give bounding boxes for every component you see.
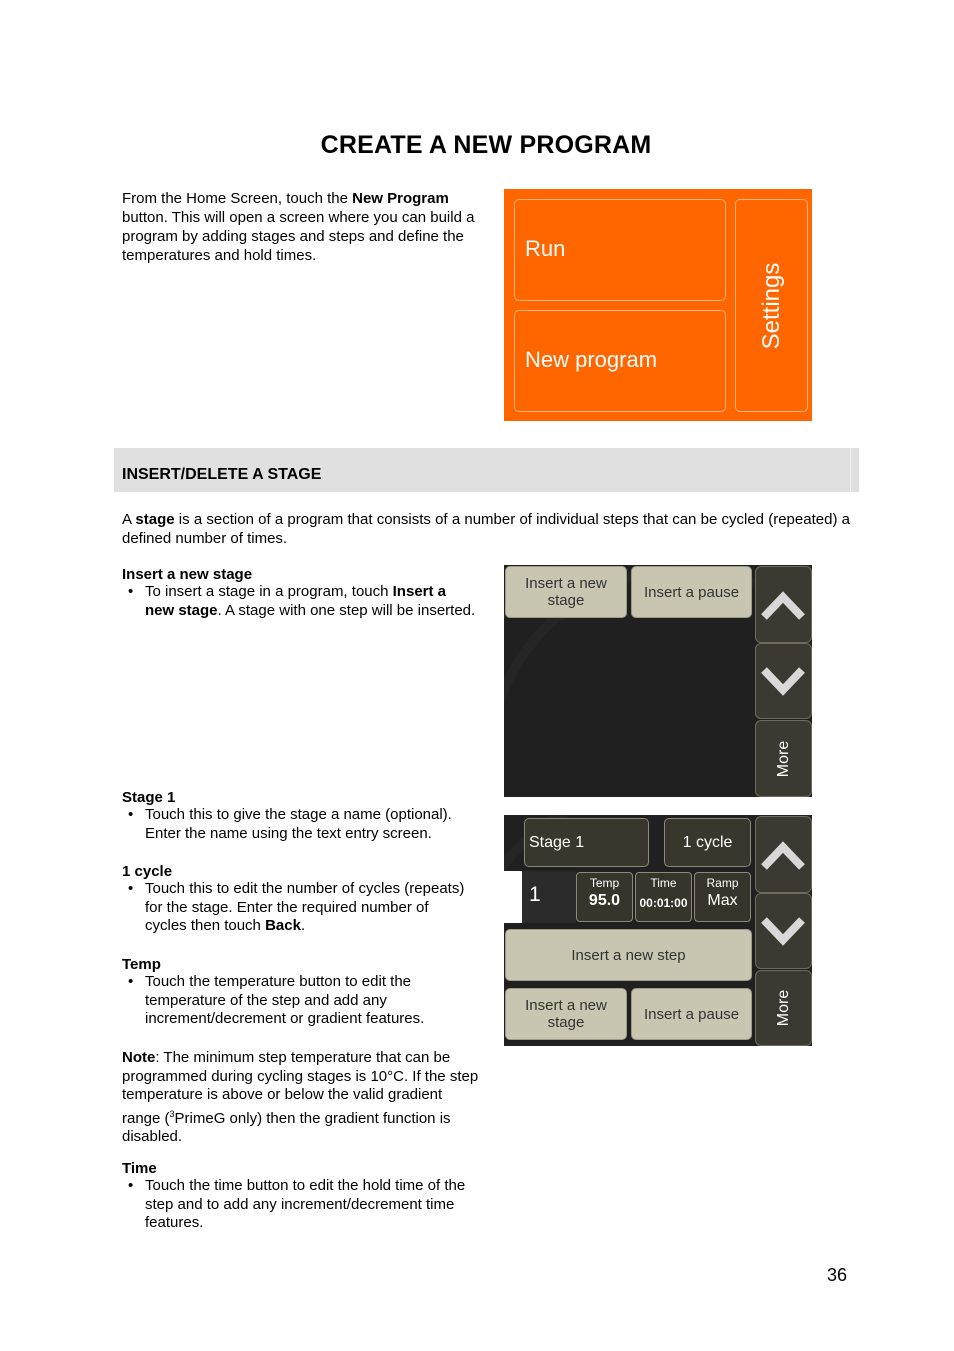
chevron-up-icon (756, 817, 811, 892)
scroll-up-button[interactable] (755, 566, 812, 643)
time-bullet: • Touch the time button to edit the hold time of the step and to add any increment/decrement time features. (122, 1177, 474, 1233)
scroll-down-button[interactable] (755, 893, 812, 969)
cycle-block (122, 863, 467, 936)
note-bold: Note (122, 1049, 156, 1066)
stage-def-a: A (122, 511, 136, 528)
ramp-value: Max (707, 892, 738, 909)
run-label: Run (525, 236, 566, 261)
insert-new-stage-label: Insert a new stage (525, 997, 607, 1031)
run-button[interactable] (514, 199, 726, 301)
note-text: : The minimum step temperature that can be programmed during cycling stages is 10°C. If the step temperature is above or below the valid gradient range ( (122, 1049, 479, 1127)
note-sup: 3 (169, 1108, 175, 1119)
step-row-edge (504, 871, 522, 923)
stage-program-screen (504, 815, 812, 1046)
page-title: CREATE A NEW PROGRAM (320, 131, 652, 159)
more-label: More (774, 740, 792, 777)
section-title: INSERT/DELETE A STAGE (122, 466, 322, 483)
bullet-text: Touch this to edit the number of cycles (repeats) for the stage. Enter the required number of cycles then touch (145, 880, 465, 934)
new-program-label: New program (525, 347, 658, 372)
intro-text-rest: button. This will open a screen where you can build a program by adding stages and steps and define the temperatures and hold times. (122, 209, 475, 264)
stage-def-text: is a section of a program that consists of a number of individual steps that can be cycled (repeated) a defined number of times. (122, 511, 850, 547)
chevron-up-icon (756, 567, 811, 642)
intro-bold: New Program (352, 190, 449, 207)
temp-value: 95.0 (588, 892, 621, 909)
time-block (122, 1160, 474, 1233)
bullet-bold: Insert a new stage (145, 583, 446, 619)
bullet-text: To insert a stage in a program, touch (145, 583, 393, 600)
time-heading: Time (122, 1160, 157, 1177)
temp-block (122, 956, 467, 1029)
step-number: 1 (529, 883, 541, 906)
bullet-text-rest: . (300, 917, 306, 934)
settings-button[interactable] (735, 199, 808, 412)
ramp-button[interactable] (694, 872, 751, 922)
new-program-button[interactable] (514, 310, 726, 412)
chevron-down-icon (756, 894, 811, 968)
time-value: 00:01:00 (639, 896, 688, 910)
time-label: Time (650, 876, 677, 890)
stage1-heading: Stage 1 (122, 789, 176, 806)
temp-label: Temp (589, 876, 620, 890)
insert-stage-heading: Insert a new stage (122, 566, 253, 583)
insert-new-step-button[interactable] (505, 929, 752, 981)
page-number: 36 (827, 1265, 848, 1285)
settings-label: Settings (757, 262, 785, 349)
insert-pause-label: Insert a pause (643, 583, 740, 601)
insert-pause-button[interactable] (631, 988, 752, 1040)
insert-new-stage-button[interactable] (505, 988, 627, 1040)
stage-definition (122, 510, 850, 548)
cycles-button[interactable] (664, 818, 751, 867)
section-header (114, 448, 859, 492)
insert-pause-label: Insert a pause (643, 1005, 740, 1023)
insert-new-step-label: Insert a new step (571, 946, 686, 964)
cycle-bullet (122, 880, 467, 936)
time-button[interactable] (635, 872, 692, 922)
temp-heading: Temp (122, 956, 161, 973)
intro-text: From the Home Screen, touch the (122, 190, 353, 207)
cycles-label: 1 cycle (682, 834, 733, 851)
empty-program-screen (504, 565, 812, 797)
stage1-bullet: • Touch this to give the stage a name (optional). Enter the name using the text entry screen. (122, 806, 482, 843)
stage1-block (122, 789, 482, 843)
insert-stage-bullet (122, 583, 478, 620)
stage-name-button[interactable] (524, 818, 649, 867)
scroll-up-button[interactable] (755, 816, 812, 893)
insert-stage-block (122, 566, 478, 620)
stage-name-label: Stage 1 (529, 834, 585, 851)
step-number-cell (522, 871, 576, 923)
insert-pause-button[interactable] (631, 566, 752, 618)
temp-bullet: • Touch the temperature button to edit the temperature of the step and add any increment/decrement or gradient features. (122, 973, 467, 1029)
more-button[interactable] (755, 720, 812, 797)
ramp-label: Ramp (706, 876, 739, 890)
bullet-bold: Back (265, 917, 301, 934)
scroll-down-button[interactable] (755, 643, 812, 719)
note-text-rest: PrimeG only) then the gradient function is disabled. (122, 1109, 451, 1145)
temp-button[interactable] (576, 872, 633, 922)
more-button[interactable] (755, 970, 812, 1046)
intro-paragraph (122, 189, 490, 265)
stage-def-bold: stage (135, 511, 175, 528)
home-screen-image (504, 189, 812, 421)
more-label: More (774, 989, 792, 1027)
cycle-heading: 1 cycle (122, 863, 173, 880)
insert-new-stage-button[interactable] (505, 566, 627, 618)
chevron-down-icon (756, 644, 811, 718)
insert-new-stage-label: Insert a new stage (525, 575, 607, 609)
note-paragraph (122, 1049, 480, 1147)
bullet-text-rest: . A stage with one step will be inserted. (217, 601, 476, 619)
